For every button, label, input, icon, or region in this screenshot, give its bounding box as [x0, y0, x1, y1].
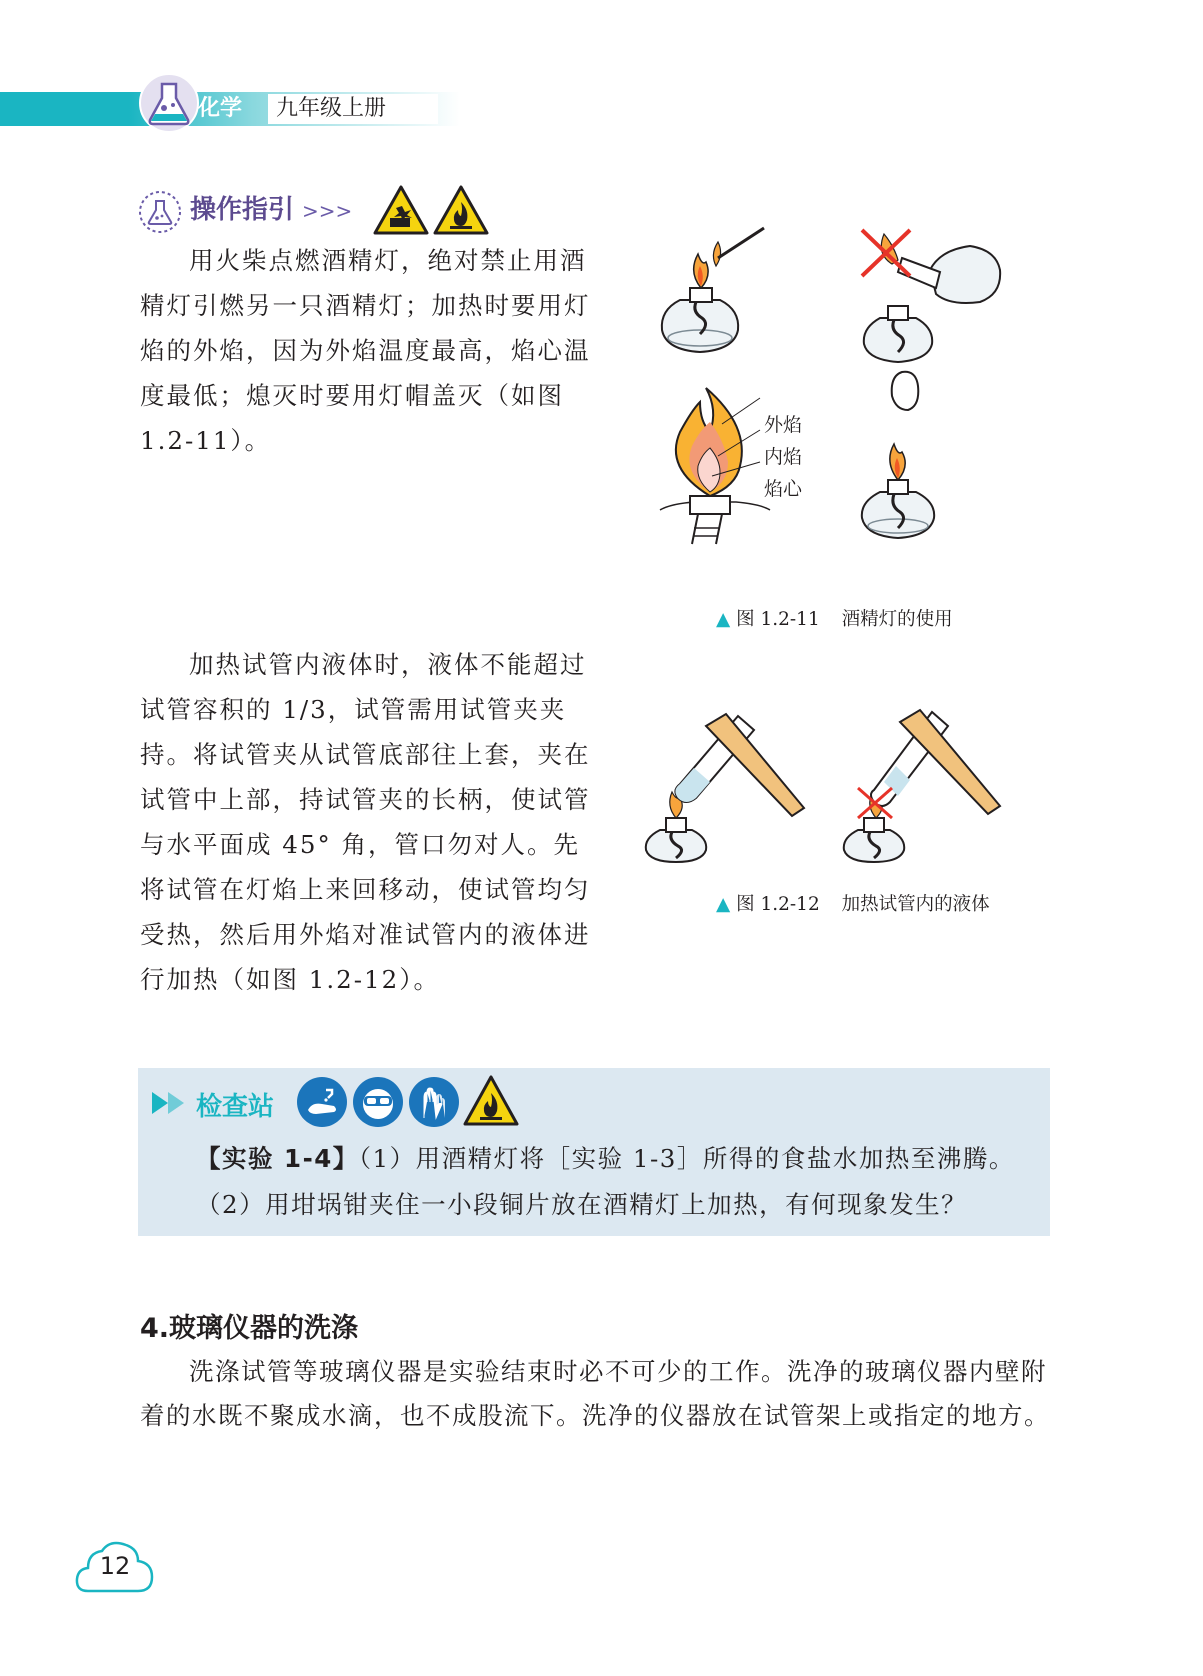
double-arrow-icon: [150, 1090, 190, 1116]
guide-paragraph-text: 用火柴点燃酒精灯，绝对禁止用酒精灯引燃另一只酒精灯；加热时要用灯焰的外焰，因为外焰温度最高，焰心温度最低；熄灭时要用灯帽盖灭（如图 1.2-11）。: [140, 246, 591, 455]
page-number: 12: [99, 1552, 131, 1580]
caption-number: 图 1.2-12: [736, 894, 820, 915]
section-paragraph-text: 洗涤试管等玻璃仪器是实验结束时必不可少的工作。洗净的玻璃仪器内壁附着的水既不聚成水滴，也不成股流下。洗净的仪器放在试管架上或指定的地方。: [140, 1357, 1050, 1430]
correct-heating-illustration: [646, 714, 804, 862]
header-subject: 化学: [198, 96, 243, 121]
caption-text: 加热试管内的液体: [841, 894, 990, 915]
figure-1-2-11: [640, 210, 1040, 600]
figure-1-2-11-caption: [716, 605, 953, 631]
goggles-icon: [352, 1076, 404, 1128]
figure-1-2-12-caption: [716, 890, 990, 916]
wash-hands-icon: [296, 1076, 348, 1128]
check-question-1-text: （1）用酒精灯将［实验 1-3］所得的食盐水加热至沸腾。: [358, 1144, 1015, 1173]
gloves-icon: [408, 1076, 460, 1128]
section-paragraph: [140, 1350, 1050, 1438]
label-flame-core: 焰心: [764, 478, 803, 500]
caption-text: 酒精灯的使用: [841, 609, 953, 630]
caption-arrow-icon: ▲: [716, 609, 731, 630]
heating-paragraph-text: 加热试管内液体时，液体不能超过试管容积的 1/3，试管需用试管夹夹持。将试管夹从试管底部往上套，夹在试管中上部，持试管夹的长柄，使试管与水平面成 45° 角，管口勿对人。先将试管在灯焰上来回移动，使试管均匀受热，然后用外焰对准试管内的液体进行加热（如图 1.2-12）。: [140, 650, 591, 994]
guide-paragraph: [140, 238, 596, 463]
lamp-forbidden-illustration: [862, 230, 1000, 362]
section-title: 4.玻璃仪器的洗涤: [140, 1313, 359, 1344]
caption-arrow-icon: ▲: [716, 894, 731, 915]
experiment-label: 【实验 1-4】: [196, 1144, 359, 1173]
flame-structure-illustration: [660, 388, 770, 544]
heating-paragraph: [140, 642, 596, 1002]
incorrect-heating-illustration: [844, 710, 1000, 862]
label-outer-flame: 外焰: [764, 414, 803, 436]
flask-icon: [138, 72, 200, 134]
flask-icon: [138, 190, 182, 234]
header-grade: 九年级上册: [276, 96, 387, 121]
guide-heading: [190, 190, 352, 231]
caption-number: 图 1.2-11: [736, 609, 820, 630]
guide-heading-text: 操作指引: [190, 195, 295, 225]
label-inner-flame: 内焰: [764, 446, 803, 468]
check-station-title: 检查站: [196, 1092, 275, 1122]
fire-warning-icon: [432, 184, 490, 236]
guide-heading-arrows: >>>: [302, 199, 353, 223]
lamp-extinguish-illustration: [862, 372, 934, 538]
lamp-lighting-illustration: [662, 228, 764, 352]
explosion-warning-icon: [372, 184, 430, 236]
check-question-2: （2）用坩埚钳夹住一小段铜片放在酒精灯上加热，有何现象发生？: [196, 1190, 968, 1219]
figure-1-2-12: [640, 690, 1040, 870]
fire-warning-icon: [462, 1074, 520, 1128]
check-question-1: [196, 1140, 1015, 1175]
